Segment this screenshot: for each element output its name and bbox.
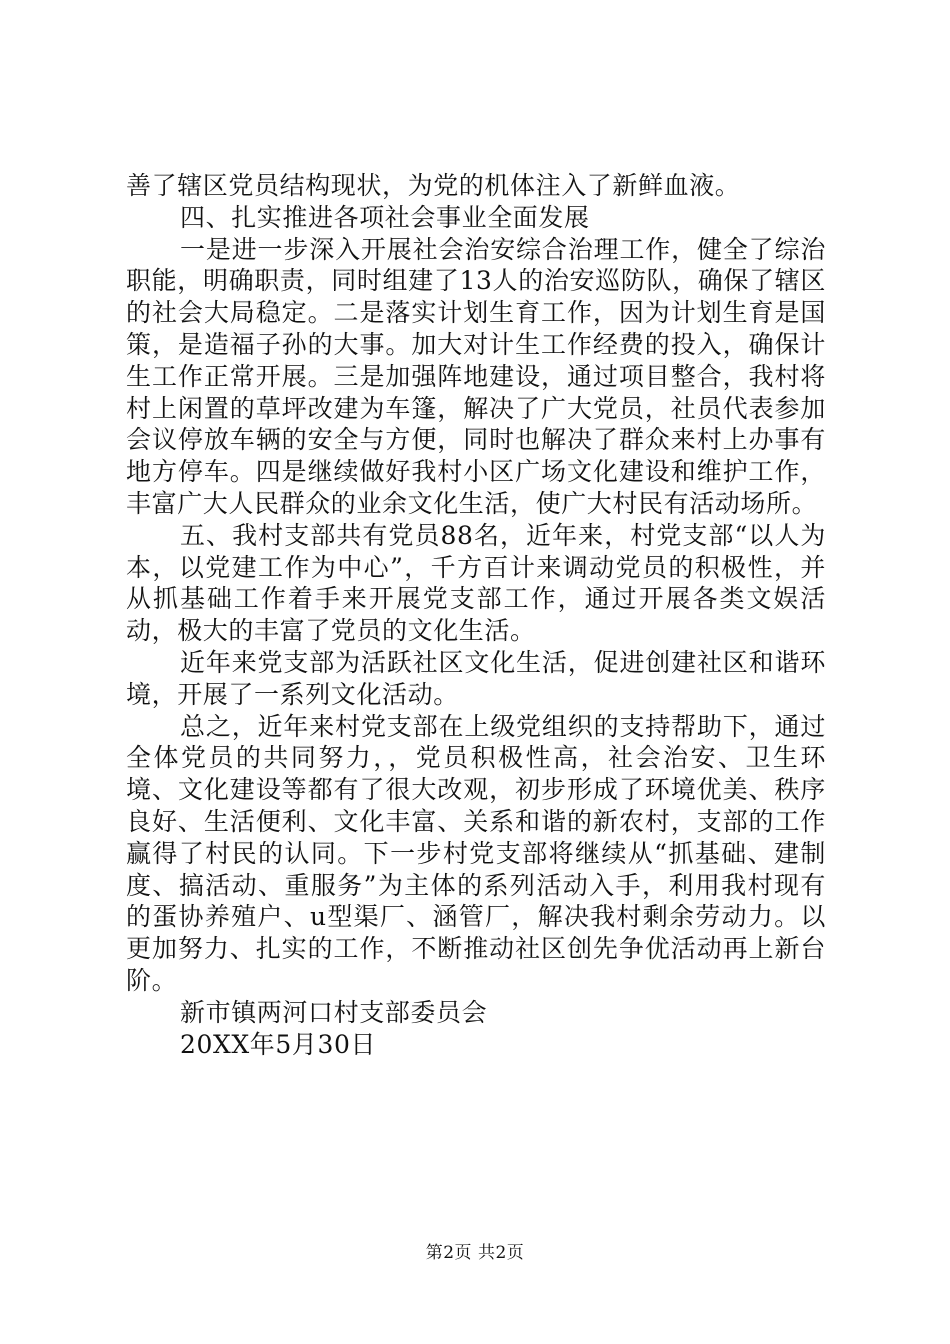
section-five-paragraph: 五、我村支部共有党员88名，近年来，村党支部“以人为本，以党建工作为中心”，千方百计来调动党员的积极性，并从抓基础工作着手来开展党支部工作，通过开展各类文娱活动，极大的丰富了党员的文化生活。	[126, 520, 826, 646]
section-heading-four: 四、扎实推进各项社会事业全面发展	[180, 202, 590, 232]
paragraph-summary: 总之，近年来村党支部在上级党组织的支持帮助下，通过全体党员的共同努力，，党员积极性高，社会治安、卫生环境、文化建设等都有了很大改观，初步形成了环境优美、秩序良好、生活便利、文化丰富、关系和谐的新农村，支部的工作赢得了村民的认同。下一步村党支部将继续从“抓基础、建制度、搞活动、重服务”为主体的系列活动入手，利用我村现有的蛋协养殖户、u型渠厂、涵管厂，解决我村剩余劳动力。以更加努力、扎实的工作，不断推动社区创先争优活动再上新台阶。	[126, 711, 826, 995]
paragraph-continuation: 善了辖区党员结构现状，为党的机体注入了新鲜血液。	[126, 171, 741, 200]
paragraph-cultural-activities: 近年来党支部为活跃社区文化生活，促进创建社区和谐环境，开展了一系列文化活动。	[126, 647, 826, 709]
signature-date: 20XX年5月30日	[180, 1029, 377, 1059]
page-footer	[0, 1242, 950, 1264]
signature-organization: 新市镇两河口村支部委员会	[180, 997, 488, 1027]
page-number-label: 第2页 共2页	[425, 1243, 525, 1263]
paragraph-social-affairs: 一是进一步深入开展社会治安综合治理工作，健全了综治职能，明确职责，同时组建了13人的治安巡防队，确保了辖区的社会大局稳定。二是落实计划生育工作，因为计划生育是国策，是造福子孙的大事。加大对计生工作经费的投入，确保计生工作正常开展。三是加强阵地建设，通过项目整合，我村将村上闲置的草坪改建为车篷，解决了广大党员，社员代表参加会议停放车辆的安全与方便，同时也解决了群众来村上办事有地方停车。四是继续做好我村小区广场文化建设和维护工作，丰富广大人民群众的业余文化生活，使广大村民有活动场所。	[126, 234, 826, 518]
document-body	[126, 170, 826, 1060]
